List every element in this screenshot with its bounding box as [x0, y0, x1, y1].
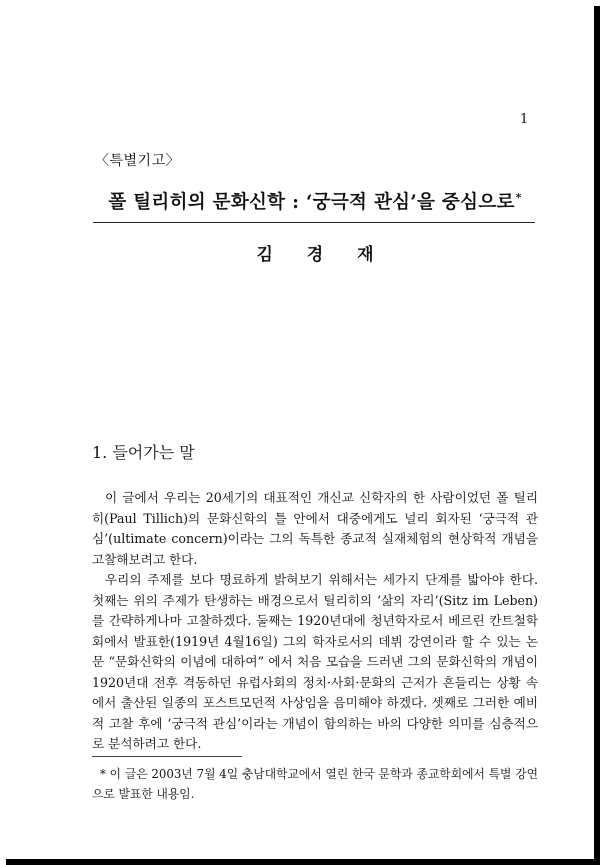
footnote: * 이 글은 2003년 7월 4일 충남대학교에서 열린 한국 문학과 종교학회에서 특별 강연으로 발표한 내용임.: [92, 767, 538, 801]
page-shadow-bottom: [6, 859, 600, 865]
article-category-tag: 〈특별기고〉: [95, 153, 181, 169]
author-name: 김 경 재: [256, 245, 374, 265]
title-divider: [93, 222, 535, 223]
article-title-text: 폴 틸리히의 문화신학 : ‘궁극적 관심’을 중심으로: [108, 192, 515, 213]
page-number: 1: [520, 112, 529, 127]
article-title: [95, 188, 535, 214]
paragraph: 이 글에서 우리는 20세기의 대표적인 개신교 신학자의 한 사람이었던 폴 틸리히(Paul Tillich)의 문화신학의 틀 안에서 대중에게도 널리 회자된 ‘궁극적 관심’(ultimate concern)이라는 그의 독특한 종교적 실재체험의 현상학적 개념을 고찰해보려고 한다.: [92, 490, 538, 567]
paragraph: 우리의 주제를 보다 명료하게 밝혀보기 위해서는 세가지 단계를 밟아야 한다. 첫째는 위의 주제가 탄생하는 배경으로서 틸리히의 ‘삶의 자리’(Sitz im Leben)를 간략하게나마 고찰하겠다. 둘째는 1920년대에 청년학자로서 베르린 칸트철학회에서 발표한(1919년 4월16일) 그의 학자로서의 데뷔 강연이라 할 수 있는 논문 “문화신학의 이념에 대하여” 에서 처음 모습을 드러낸 그의 문화신학의 개념이 1920년대 전후 격동하던 유럽사회의 정치·사회·문화의 근저가 흔들리는 상황 속에서 출산된 일종의 포스트모던적 사상임을 음미해야 하겠다. 셋째로 그러한 예비적 고찰 후에 ‘궁극적 관심’이라는 개념이 함의하는 바의 다양한 의미를 심층적으로 분석하려고 한다.: [92, 572, 538, 751]
body-text: [92, 488, 538, 755]
page-shadow-right: [594, 6, 600, 865]
section-heading: 1. 들어가는 말: [92, 443, 195, 462]
footnote-mark: *: [515, 190, 522, 204]
footnote-divider: [92, 756, 242, 757]
